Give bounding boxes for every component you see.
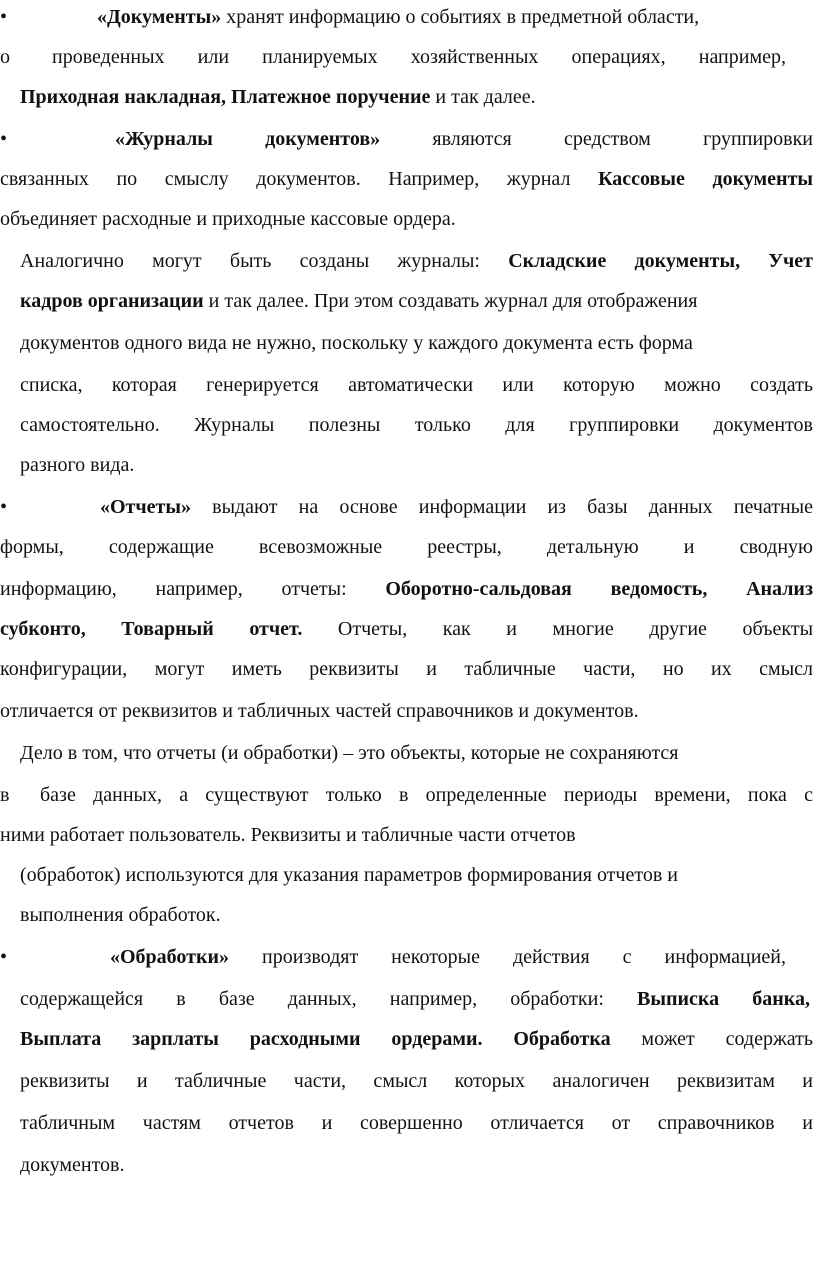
documents-text: и так далее.: [435, 86, 536, 108]
documents-text: проведенных или планируемых хозяйственных операциях, например,: [52, 46, 786, 68]
documents-text: хранят информацию о событиях в предметной области,: [226, 6, 700, 28]
reports-p2-line-2: [0, 780, 816, 810]
reports-p2-line-3: [0, 820, 816, 850]
processing-text: табличным частям отчетов и совершенно отличается от справочников и: [20, 1112, 813, 1134]
bullet-marker: •: [0, 6, 8, 28]
circle-marker: o: [0, 46, 10, 68]
processing-line-1: [0, 942, 816, 972]
processing-line-4: [0, 1066, 816, 1096]
documents-line-3: [0, 82, 816, 112]
reports-line-3: [0, 574, 816, 604]
processing-text: производят некоторые действия с информацией,: [262, 946, 786, 968]
reports-text: конфигурации, могут иметь реквизиты и табличные части, но их смысл: [0, 658, 813, 680]
documents-line-2: [0, 42, 816, 72]
reports-p2-line-5: [0, 900, 816, 930]
journals-line-2: [0, 164, 816, 194]
reports-examples: субконто, Товарный отчет.: [0, 618, 303, 640]
reports-title: «Отчеты»: [100, 496, 191, 518]
journals-p2-line-6: [0, 450, 816, 480]
journals-line-3: [0, 204, 816, 234]
journals-text: разного вида.: [20, 454, 135, 476]
journals-text: являются средством группировки: [432, 128, 814, 150]
reports-line-4: [0, 614, 816, 644]
reports-text: (обработок) используются для указания параметров формирования отчетов и: [20, 864, 678, 886]
journals-p2-line-1: [0, 246, 816, 276]
journals-title: «Журналы документов»: [115, 128, 381, 150]
documents-line-1: [0, 2, 816, 32]
reports-line-2: [0, 532, 816, 562]
reports-text: ними работает пользователь. Реквизиты и табличные части отчетов: [0, 824, 576, 846]
journals-p2-line-5: [0, 410, 816, 440]
bullet-marker: •: [0, 496, 8, 518]
processing-text: может содержать: [641, 1028, 813, 1050]
reports-line-6: [0, 696, 816, 726]
reports-examples: Оборотно-сальдовая ведомость, Анализ: [385, 578, 813, 600]
journals-text: и так далее. При этом создавать журнал для отображения: [208, 290, 698, 312]
journals-text: связанных по смыслу документов. Например, журнал: [0, 168, 571, 190]
processing-line-5: [0, 1108, 816, 1138]
documents-title: «Документы»: [97, 6, 222, 28]
reports-text: отличается от реквизитов и табличных частей справочников и документов.: [0, 700, 639, 722]
reports-text: Дело в том, что отчеты (и обработки) – это объекты, которые не сохраняются: [20, 742, 679, 764]
bullet-marker: •: [0, 946, 8, 968]
journals-examples: Складские документы, Учет: [508, 250, 813, 272]
processing-title: «Обработки»: [110, 946, 230, 968]
reports-text: базе данных, а существуют только в определенные периоды времени, пока с: [40, 784, 813, 806]
reports-text: выдают на основе информации из базы данных печатные: [212, 496, 813, 518]
bullet-marker: •: [0, 128, 8, 150]
journals-example: Кассовые документы: [598, 168, 814, 190]
processing-line-2: [0, 984, 816, 1014]
processing-examples: Выписка банка,: [637, 988, 811, 1010]
reports-text: информацию, например, отчеты:: [0, 578, 347, 600]
journals-line-1: [0, 124, 816, 154]
journals-text: объединяет расходные и приходные кассовые ордера.: [0, 208, 456, 230]
reports-line-5: [0, 654, 816, 684]
processing-examples: Выплата зарплаты расходными ордерами. Обработка: [20, 1028, 611, 1050]
processing-line-6: [0, 1150, 816, 1180]
journals-p2-line-4: [0, 370, 816, 400]
journals-p2-line-2: [0, 286, 816, 316]
journals-p2-line-3: [0, 328, 816, 358]
journals-examples: кадров организации: [20, 290, 204, 312]
processing-line-3: [0, 1024, 816, 1054]
reports-text: формы, содержащие всевозможные реестры, детальную и сводную: [0, 536, 813, 558]
reports-marker: в: [0, 784, 10, 806]
reports-p2-line-4: [0, 860, 816, 890]
reports-p2-line-1: [0, 738, 816, 768]
journals-text: документов одного вида не нужно, поскольку у каждого документа есть форма: [20, 332, 693, 354]
processing-text: реквизиты и табличные части, смысл которых аналогичен реквизитам и: [20, 1070, 813, 1092]
processing-text: содержащейся в базе данных, например, обработки:: [20, 988, 604, 1010]
reports-text: Отчеты, как и многие другие объекты: [337, 618, 814, 640]
journals-text: самостоятельно. Журналы полезны только для группировки документов: [20, 414, 813, 436]
documents-examples: Приходная накладная, Платежное поручение: [20, 86, 431, 108]
journals-text: Аналогично могут быть созданы журналы:: [20, 250, 480, 272]
reports-line-1: [0, 492, 816, 522]
processing-text: документов.: [20, 1154, 125, 1176]
journals-text: списка, которая генерируется автоматически или которую можно создать: [20, 374, 813, 396]
reports-text: выполнения обработок.: [20, 904, 221, 926]
